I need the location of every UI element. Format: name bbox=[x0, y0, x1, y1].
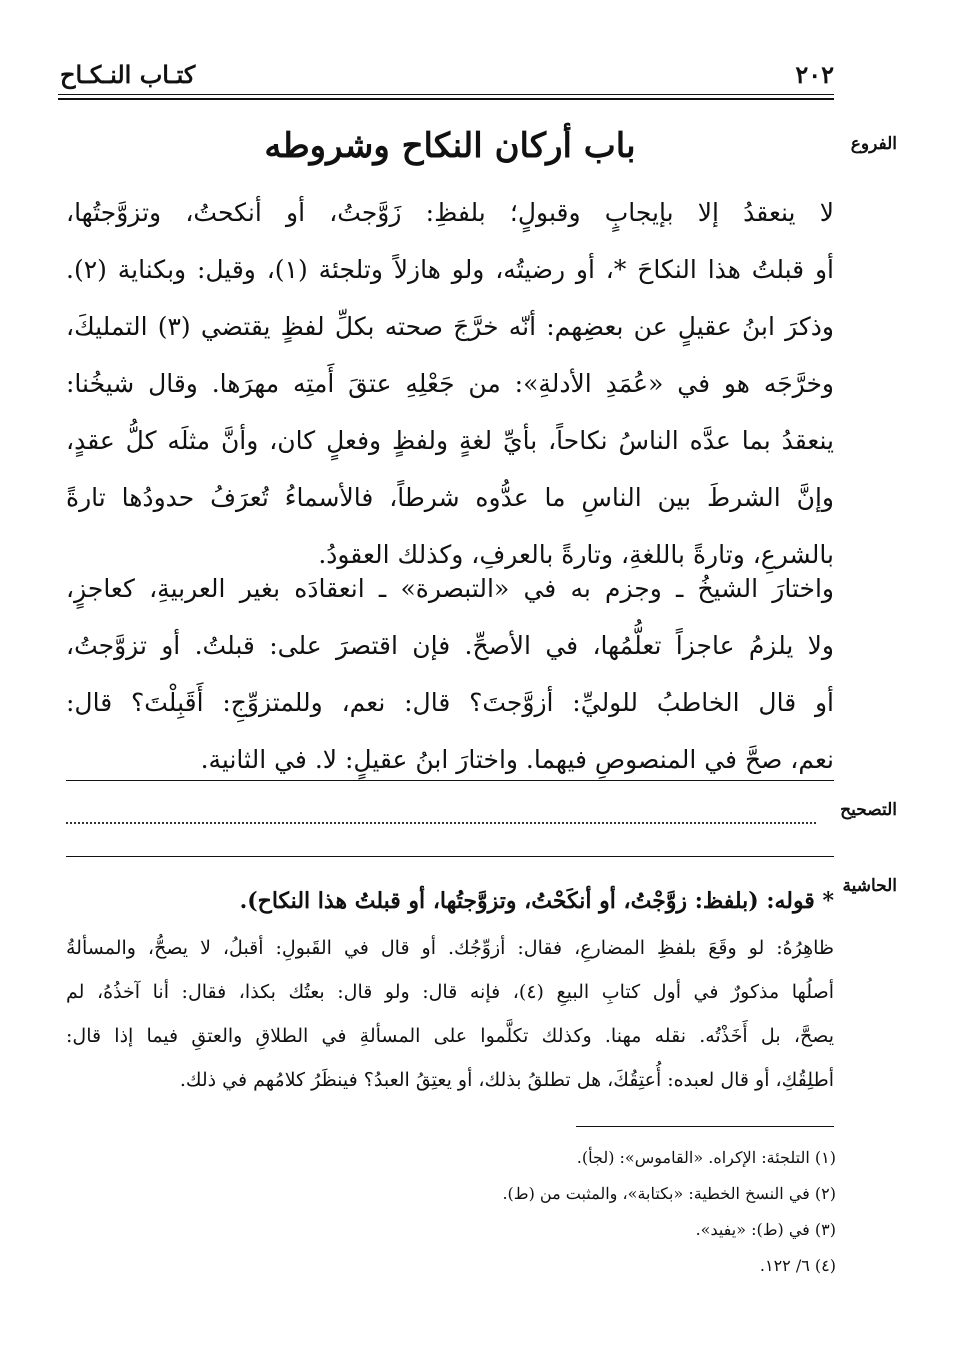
hashiya-line: يصحَّ، بل أَخَذْتُه. نقله مهنا. وكذلك تكلَّموا على المسألةِ في الطلاقِ والعتقِ فيما إذا قال: bbox=[66, 1025, 834, 1047]
running-header bbox=[58, 56, 834, 94]
margin-label-tashih: التصحيح bbox=[840, 800, 897, 820]
section-divider-bottom bbox=[66, 856, 834, 857]
main-text-line: ولا يلزمُ عاجزاً تعلُّمُها، في الأصحِّ. فإن اقتصرَ على: قبلتُ. أو تزوَّجتُ، bbox=[66, 631, 834, 660]
main-text-paragraph-1 bbox=[66, 184, 834, 583]
header-rule-top bbox=[58, 94, 834, 95]
hashiya-heading: * قوله: (بلفظ: زوَّجْتُ، أو أنكَحْتُ، وتزوَّجتُها، أو قبلتُ هذا النكاح). bbox=[239, 888, 834, 914]
footnotes bbox=[66, 1140, 836, 1284]
running-header-title: كتـاب النـكـاح bbox=[60, 60, 196, 89]
main-text-line: أو قبلتُ هذا النكاحَ *، أو رضيتُه، ولو هازلاً وتلجئة (١)، وقيل: وبكناية (٢). bbox=[66, 255, 834, 284]
header-rule-bottom bbox=[58, 98, 834, 100]
margin-label-hashiya: الحاشية bbox=[842, 876, 897, 896]
main-text-line: ينعقدُ بما عدَّه الناسُ نكاحاً، بأيِّ لغةٍ ولفظٍ وفعلٍ كان، وأنَّ مثلَه كلُّ عقدٍ، bbox=[66, 426, 834, 455]
section-divider-top bbox=[66, 780, 834, 781]
hashiya-line: ظاهِرُهُ: لو وقَعَ بلفظِ المضارعِ، فقال: أزوِّجُك. أو قال في القَبولِ: أقبلُ، لا يصحُّ، والمسألةُ bbox=[66, 937, 834, 959]
footnote-separator bbox=[576, 1126, 834, 1127]
tashih-dotted-line bbox=[66, 822, 816, 824]
hashiya-line: أطلِقُكِ، أو قال لعبده: أُعتِقُكَ، هل تطلقُ بذلك، أو يعتِقُ العبدُ؟ فينظَرُ كلامُهم في ذلك. bbox=[179, 1069, 834, 1091]
main-text-line: بالشرعِ، وتارةً باللغةِ، وتارةً بالعرفِ، وكذلك العقودُ. bbox=[318, 540, 834, 569]
main-text-line: لا ينعقدُ إلا بإيجابٍ وقبولٍ؛ بلفظِ: زَوَّجتُ، أو أنكحتُ، وتزوَّجتُها، bbox=[66, 198, 834, 227]
main-text-line: أو قال الخاطبُ للوليِّ: أزوَّجتَ؟ قال: نعم، وللمتزوِّجِ: أَقَبِلْتَ؟ قال: bbox=[66, 688, 834, 717]
hashiya-line: أصلُها مذكورٌ في أول كتابِ البيعِ (٤)، فإنه قال: ولو قال: بعتُك بكذا، فقال: أنا آخذُهُ، لم bbox=[66, 981, 834, 1003]
main-text-line: وخرَّجَه هو في «عُمَدِ الأدلةِ»: من جَعْلِهِ عتقَ أَمتِه مهرَها. وقال شيخُنا: bbox=[66, 369, 834, 398]
footnote: (٣) في (ط): «يفيد». bbox=[695, 1220, 836, 1239]
main-text-line: وإنَّ الشرطَ بين الناسِ ما عدُّوه شرطاً، فالأسماءُ تُعرَفُ حدودُها تارةً bbox=[66, 483, 834, 512]
main-text-paragraph-2 bbox=[66, 560, 834, 788]
main-text-line: واختارَ الشيخُ ـ وجزم به في «التبصرة» ـ انعقادَه بغير العربيةِ، كعاجزٍ، bbox=[66, 574, 834, 603]
margin-label-furu: الفروع bbox=[850, 134, 897, 154]
footnote: (٤) ٦/ ١٢٢. bbox=[759, 1256, 836, 1275]
footnote: (٢) في النسخ الخطية: «بكتابة»، والمثبت من (ط). bbox=[502, 1184, 836, 1203]
main-text-line: وذكرَ ابنُ عقيلٍ عن بعضِهم: أنّه خرَّجَ صحته بكلِّ لفظٍ يقتضي (٣) التمليكَ، bbox=[66, 312, 834, 341]
hashiya-block bbox=[66, 876, 834, 1102]
page-number: ٢٠٢ bbox=[795, 60, 834, 89]
footnote: (١) التلجئة: الإكراه. «القاموس»: (لجأ). bbox=[576, 1148, 836, 1167]
main-text-line: نعم، صحَّ في المنصوصِ فيهما. واختارَ ابنُ عقيلٍ: لا. في الثانية. bbox=[200, 745, 834, 774]
chapter-title: باب أركان النكاح وشروطه bbox=[264, 126, 636, 166]
